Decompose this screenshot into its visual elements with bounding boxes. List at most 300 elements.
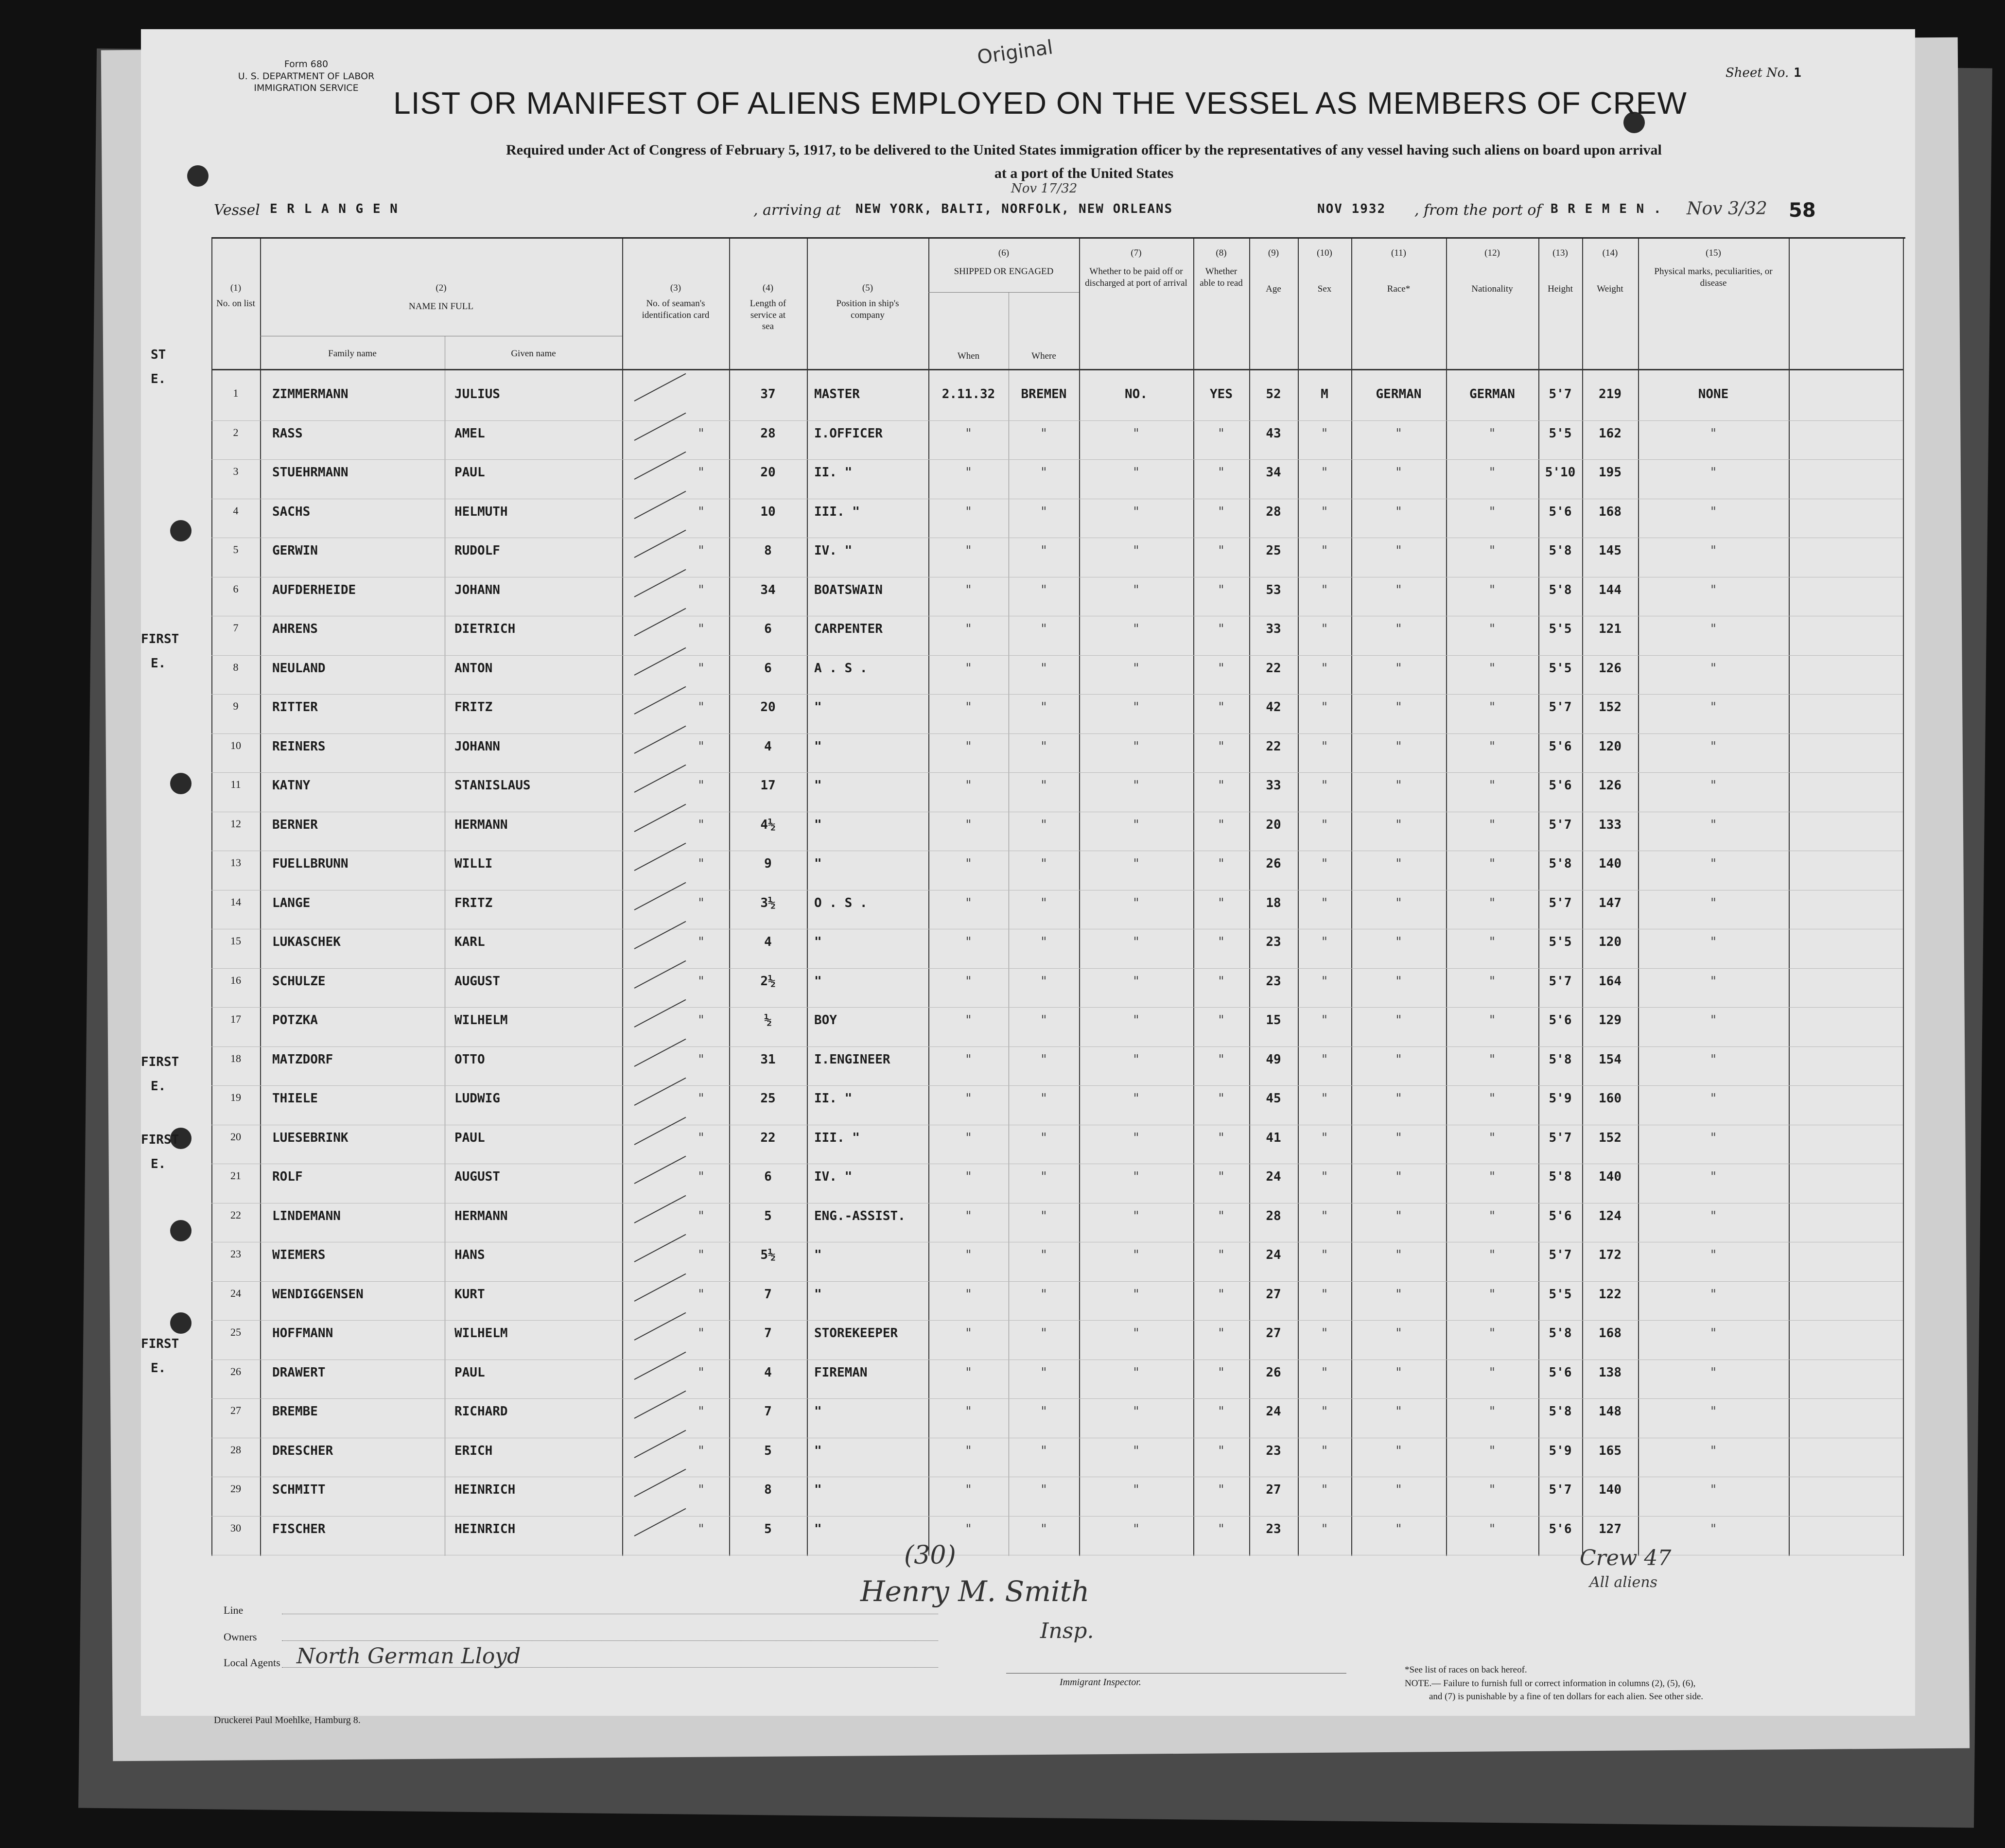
ditto-mark: "	[698, 1521, 704, 1536]
ditto-mark: "	[1395, 426, 1402, 441]
crew-given: HERMANN	[454, 817, 508, 832]
ditto-mark: "	[1322, 739, 1327, 754]
crew-height: 5'6	[1549, 1365, 1572, 1380]
ditto-mark: "	[1322, 1443, 1327, 1458]
crew-position: ENG.-ASSIST.	[814, 1208, 906, 1223]
crew-no: 20	[230, 1130, 241, 1143]
col-number: (4)	[762, 283, 774, 293]
crew-family: AUFDERHEIDE	[272, 582, 356, 597]
crew-weight: 147	[1599, 895, 1621, 910]
crew-service: 6	[764, 622, 772, 636]
crew-given: HERMANN	[454, 1208, 508, 1223]
ditto-mark: "	[1322, 935, 1327, 949]
ditto-mark: "	[1710, 661, 1716, 676]
ditto-mark: "	[698, 1052, 704, 1067]
crew-no: 1	[233, 387, 239, 399]
col-number: (8)	[1216, 248, 1227, 258]
ditto-mark: "	[1395, 1443, 1402, 1458]
ditto-mark: "	[1133, 661, 1139, 676]
crew-weight: 219	[1599, 387, 1621, 401]
vessel-line	[214, 181, 1891, 226]
crew-given: ERICH	[454, 1443, 493, 1458]
ditto-mark: "	[1218, 1365, 1224, 1380]
penalty-note	[1405, 1663, 1842, 1704]
crew-weight: 148	[1599, 1404, 1621, 1419]
ditto-mark: "	[1489, 1169, 1495, 1184]
ditto-mark: "	[698, 1287, 704, 1302]
col-number: (15)	[1706, 248, 1721, 258]
crew-age: 52	[1266, 387, 1281, 401]
ditto-mark: "	[1133, 1169, 1139, 1184]
crew-given: PAUL	[454, 1365, 485, 1380]
crew-position: "	[814, 739, 822, 754]
crew-position: IV. "	[814, 1169, 853, 1184]
crew-no: 17	[230, 1013, 241, 1025]
margin-note: FIRST	[141, 1133, 179, 1147]
crew-height: 5'6	[1549, 1208, 1572, 1223]
col-height: Height	[1548, 283, 1573, 294]
manifest-title: LIST OR MANIFEST OF ALIENS EMPLOYED ON THE VESSEL AS MEMBERS OF CREW	[393, 86, 1687, 121]
ditto-mark: "	[1218, 1130, 1224, 1145]
crew-height: 5'7	[1549, 817, 1572, 832]
crew-height: 5'6	[1549, 1521, 1572, 1536]
crew-given: AUGUST	[454, 974, 500, 989]
crew-given: KARL	[454, 935, 485, 949]
sheet-number-value: 1	[1794, 66, 1801, 80]
ditto-mark: "	[1710, 895, 1716, 910]
crew-given: HELMUTH	[454, 504, 508, 519]
ditto-mark: "	[1322, 1169, 1327, 1184]
crew-service: 7	[764, 1404, 772, 1419]
id-card-checkmark	[634, 373, 686, 401]
ditto-mark: "	[1218, 1013, 1224, 1028]
crew-service: 10	[760, 504, 776, 519]
ditto-mark: "	[1218, 582, 1224, 597]
ditto-mark: "	[1710, 700, 1716, 715]
ditto-mark: "	[1041, 700, 1047, 715]
crew-age: 27	[1266, 1326, 1281, 1341]
form-number: Form 680	[284, 59, 329, 70]
ditto-mark: "	[1133, 778, 1139, 793]
ditto-mark: "	[1133, 895, 1139, 910]
crew-position: A . S .	[814, 661, 868, 676]
crew-weight: 140	[1599, 1482, 1621, 1497]
handwritten-arrival-date: Nov 17/32	[1011, 181, 1078, 196]
crew-no: 19	[230, 1091, 241, 1103]
crew-family: GERWIN	[272, 543, 318, 558]
ditto-mark: "	[1041, 778, 1047, 793]
ditto-mark: "	[1710, 1052, 1716, 1067]
ditto-mark: "	[965, 1169, 972, 1184]
binder-hole	[170, 1220, 192, 1241]
ditto-mark: "	[1322, 778, 1327, 793]
crew-height: 5'5	[1549, 426, 1572, 441]
ditto-mark: "	[1395, 1130, 1402, 1145]
ditto-mark: "	[965, 1130, 972, 1145]
crew-weight: 152	[1599, 1130, 1621, 1145]
crew-height: 5'8	[1549, 1052, 1572, 1067]
crew-no: 18	[230, 1052, 241, 1064]
ditto-mark: "	[1218, 700, 1224, 715]
crew-service: 4	[764, 739, 772, 754]
ditto-mark: "	[1041, 1169, 1047, 1184]
from-port-label: , from the port of	[1414, 202, 1542, 219]
crew-no: 23	[230, 1248, 241, 1260]
ditto-mark: "	[1489, 582, 1495, 597]
ditto-mark: "	[1133, 1365, 1139, 1380]
ditto-mark: "	[1710, 1130, 1716, 1145]
inspector-signature: Henry M. Smith	[860, 1575, 1090, 1608]
ditto-mark: "	[1489, 1326, 1495, 1341]
crew-age: 53	[1266, 582, 1281, 597]
crew-age: 24	[1266, 1248, 1281, 1262]
ditto-mark: "	[698, 1326, 704, 1341]
ditto-mark: "	[1041, 895, 1047, 910]
ditto-mark: "	[1218, 739, 1224, 754]
ditto-mark: "	[1710, 974, 1716, 989]
crew-given: HEINRICH	[454, 1521, 516, 1536]
crew-given: KURT	[454, 1287, 485, 1302]
crew-family: DRAWERT	[272, 1365, 326, 1380]
ditto-mark: "	[1710, 1091, 1716, 1106]
ditto-mark: "	[1395, 1482, 1402, 1497]
arrival-date: NOV 1932	[1317, 202, 1386, 216]
crew-height: 5'8	[1549, 543, 1572, 558]
ditto-mark: "	[1218, 1208, 1224, 1223]
ditto-mark: "	[698, 856, 704, 871]
ditto-mark: "	[698, 1482, 704, 1497]
ditto-mark: "	[965, 935, 972, 949]
ditto-mark: "	[1218, 1091, 1224, 1106]
ditto-mark: "	[1322, 504, 1327, 519]
ditto-mark: "	[1710, 622, 1716, 636]
ditto-mark: "	[1395, 1091, 1402, 1106]
ditto-mark: "	[1395, 504, 1402, 519]
ditto-mark: "	[965, 1365, 972, 1380]
crew-weight: 129	[1599, 1013, 1621, 1028]
crew-no: 4	[233, 504, 239, 517]
crew-no: 8	[233, 661, 239, 673]
crew-no: 22	[230, 1208, 241, 1221]
crew-age: 26	[1266, 856, 1281, 871]
ditto-mark: "	[1395, 661, 1402, 676]
crew-height: 5'8	[1549, 1404, 1572, 1419]
line-label: Line	[224, 1604, 244, 1616]
crew-no: 26	[230, 1365, 241, 1377]
crew-given: OTTO	[454, 1052, 485, 1067]
ditto-mark: "	[1710, 1443, 1716, 1458]
crew-given: FRITZ	[454, 700, 493, 715]
crew-service: 37	[760, 387, 776, 401]
col-where: Where	[1031, 351, 1056, 361]
crew-service: 28	[760, 426, 776, 441]
ditto-mark: "	[1133, 817, 1139, 832]
ditto-mark: "	[1710, 504, 1716, 519]
ditto-mark: "	[1322, 622, 1327, 636]
crew-weight: 138	[1599, 1365, 1621, 1380]
ditto-mark: "	[1133, 622, 1139, 636]
crew-weight: 164	[1599, 974, 1621, 989]
ditto-mark: "	[1710, 1248, 1716, 1262]
ditto-mark: "	[1133, 1248, 1139, 1262]
crew-given: HEINRICH	[454, 1482, 516, 1497]
ditto-mark: "	[698, 1130, 704, 1145]
col-seaman-id-card: No. of seaman's identification card	[642, 298, 710, 320]
crew-given: FRITZ	[454, 895, 493, 910]
from-port: B R E M E N .	[1551, 202, 1662, 216]
ditto-mark: "	[1218, 1482, 1224, 1497]
crew-weight: 168	[1599, 504, 1621, 519]
crew-age: 24	[1266, 1169, 1281, 1184]
crew-given: HANS	[454, 1248, 485, 1262]
crew-family: LUKASCHEK	[272, 935, 341, 949]
crew-weight: 140	[1599, 856, 1621, 871]
crew-sex: M	[1321, 387, 1328, 401]
crew-weight: 145	[1599, 543, 1621, 558]
crew-service: 8	[764, 543, 772, 558]
ditto-mark: "	[1041, 739, 1047, 754]
crew-family: AHRENS	[272, 622, 318, 636]
col-number: (2)	[436, 283, 447, 293]
ditto-mark: "	[1489, 817, 1495, 832]
ditto-mark: "	[698, 1013, 704, 1028]
ditto-mark: "	[965, 1052, 972, 1067]
ditto-mark: "	[1710, 1208, 1716, 1223]
ditto-mark: "	[1133, 1208, 1139, 1223]
ditto-mark: "	[1218, 1326, 1224, 1341]
margin-note: E.	[151, 1079, 166, 1094]
crew-family: BERNER	[272, 817, 318, 832]
crew-weight: 126	[1599, 778, 1621, 793]
ditto-mark: "	[1395, 465, 1402, 480]
col-family-name: Family name	[328, 349, 377, 359]
act-statement	[282, 139, 1886, 185]
ditto-mark: "	[1041, 1091, 1047, 1106]
crew-position: "	[814, 1482, 822, 1497]
col-position: Position in ship's company	[836, 298, 899, 320]
original-stamp: Original	[976, 36, 1054, 69]
ditto-mark: "	[1218, 935, 1224, 949]
ditto-mark: "	[1395, 739, 1402, 754]
crew-weight: 124	[1599, 1208, 1621, 1223]
crew-weight: 126	[1599, 661, 1621, 676]
crew-height: 5'5	[1549, 1287, 1572, 1302]
col-number: (7)	[1131, 248, 1142, 258]
crew-total-note: Crew 47	[1580, 1546, 1672, 1570]
arriving-label: , arriving at	[753, 202, 841, 219]
crew-age: 27	[1266, 1482, 1281, 1497]
ditto-mark: "	[1133, 739, 1139, 754]
ditto-mark: "	[1133, 1052, 1139, 1067]
col-race: Race*	[1387, 283, 1411, 294]
crew-where: BREMEN	[1021, 387, 1067, 401]
ditto-mark: "	[1710, 543, 1716, 558]
inspector-title-signature: Insp.	[1040, 1619, 1094, 1643]
crew-weight: 120	[1599, 935, 1621, 949]
crew-given: WILHELM	[454, 1013, 508, 1028]
crew-family: FUELLBRUNN	[272, 856, 349, 871]
ditto-mark: "	[698, 504, 704, 519]
ditto-mark: "	[1322, 1130, 1327, 1145]
crew-position: O . S .	[814, 895, 868, 910]
crew-height: 5'6	[1549, 1013, 1572, 1028]
ditto-mark: "	[1041, 465, 1047, 480]
ditto-mark: "	[1710, 1326, 1716, 1341]
all-aliens-note: All aliens	[1589, 1574, 1657, 1591]
ditto-mark: "	[1041, 856, 1047, 871]
crew-age: 28	[1266, 504, 1281, 519]
col-able-to-read: Whether able to read	[1200, 266, 1243, 288]
crew-age: 28	[1266, 1208, 1281, 1223]
crew-height: 5'9	[1549, 1091, 1572, 1106]
ditto-mark: "	[1218, 1287, 1224, 1302]
ditto-mark: "	[1489, 504, 1495, 519]
ditto-mark: "	[1489, 1091, 1495, 1106]
crew-family: POTZKA	[272, 1013, 318, 1028]
ditto-mark: "	[1395, 856, 1402, 871]
crew-given: JOHANN	[454, 582, 500, 597]
ditto-mark: "	[1395, 1052, 1402, 1067]
ditto-mark: "	[1218, 426, 1224, 441]
crew-position: II. "	[814, 1091, 853, 1106]
ditto-mark: "	[1395, 778, 1402, 793]
crew-height: 5'6	[1549, 504, 1572, 519]
crew-weight: 120	[1599, 739, 1621, 754]
ditto-mark: "	[1489, 1287, 1495, 1302]
binder-hole	[170, 520, 192, 541]
ditto-mark: "	[1041, 1482, 1047, 1497]
crew-no: 15	[230, 935, 241, 947]
crew-given: LUDWIG	[454, 1091, 500, 1106]
crew-service: 5	[764, 1521, 772, 1536]
crew-service: 4	[764, 1365, 772, 1380]
ditto-mark: "	[1041, 1521, 1047, 1536]
ditto-mark: "	[1710, 1404, 1716, 1419]
ditto-mark: "	[1710, 465, 1716, 480]
ditto-mark: "	[1041, 622, 1047, 636]
ditto-mark: "	[1395, 1287, 1402, 1302]
ditto-mark: "	[1489, 935, 1495, 949]
crew-service: 5	[764, 1208, 772, 1223]
crew-position: "	[814, 778, 822, 793]
ditto-mark: "	[1133, 1287, 1139, 1302]
crew-age: 25	[1266, 543, 1281, 558]
ditto-mark: "	[1322, 817, 1327, 832]
ditto-mark: "	[1710, 739, 1716, 754]
ditto-mark: "	[1710, 1482, 1716, 1497]
crew-family: SCHMITT	[272, 1482, 326, 1497]
margin-note: E.	[151, 1157, 166, 1171]
ditto-mark: "	[1218, 1169, 1224, 1184]
ditto-mark: "	[1395, 974, 1402, 989]
crew-given: AUGUST	[454, 1169, 500, 1184]
crew-when: 2.11.32	[941, 387, 995, 401]
crew-age: 43	[1266, 426, 1281, 441]
col-number: (6)	[998, 248, 1010, 258]
local-agents-label: Local Agents	[224, 1656, 280, 1669]
ditto-mark: "	[965, 426, 972, 441]
crew-height: 5'10	[1545, 465, 1576, 480]
arriving-ports: NEW YORK, BALTI, NORFOLK, NEW ORLEANS	[855, 202, 1173, 216]
service-name: IMMIGRATION SERVICE	[254, 83, 359, 94]
crew-weight: 160	[1599, 1091, 1621, 1106]
crew-age: 33	[1266, 622, 1281, 636]
ditto-mark: "	[1041, 1365, 1047, 1380]
ditto-mark: "	[1041, 1443, 1047, 1458]
crew-height: 5'8	[1549, 856, 1572, 871]
ditto-mark: "	[1395, 543, 1402, 558]
crew-family: ROLF	[272, 1169, 303, 1184]
ditto-mark: "	[1489, 1443, 1495, 1458]
col-nationality: Nationality	[1471, 283, 1513, 294]
ditto-mark: "	[1710, 817, 1716, 832]
crew-height: 5'7	[1549, 895, 1572, 910]
crew-service: 2½	[760, 974, 776, 989]
ditto-mark: "	[1489, 1404, 1495, 1419]
ditto-mark: "	[1133, 1443, 1139, 1458]
ditto-mark: "	[1395, 1365, 1402, 1380]
crew-given: RICHARD	[454, 1404, 508, 1419]
ditto-mark: "	[1133, 1013, 1139, 1028]
crew-age: 23	[1266, 1521, 1281, 1536]
crew-family: STUEHRMANN	[272, 465, 349, 480]
crew-given: STANISLAUS	[454, 778, 531, 793]
crew-weight: 133	[1599, 817, 1621, 832]
ditto-mark: "	[1710, 426, 1716, 441]
ditto-mark: "	[1218, 856, 1224, 871]
col-sex: Sex	[1317, 283, 1332, 294]
crew-no: 16	[230, 974, 241, 986]
ditto-mark: "	[1133, 543, 1139, 558]
crew-nationality: GERMAN	[1469, 387, 1515, 401]
ditto-mark: "	[1133, 426, 1139, 441]
crew-weight: 168	[1599, 1326, 1621, 1341]
crew-given: JULIUS	[454, 387, 500, 401]
ditto-mark: "	[1218, 661, 1224, 676]
crew-given: PAUL	[454, 465, 485, 480]
ditto-mark: "	[965, 1521, 972, 1536]
col-paid-off: Whether to be paid off or discharged at port of arrival	[1085, 266, 1187, 288]
crew-given: ANTON	[454, 661, 493, 676]
ditto-mark: "	[1322, 426, 1327, 441]
crew-age: 15	[1266, 1013, 1281, 1028]
ditto-mark: "	[698, 974, 704, 989]
crew-service: 6	[764, 661, 772, 676]
crew-given: WILLI	[454, 856, 493, 871]
crew-family: NEULAND	[272, 661, 326, 676]
ditto-mark: "	[1489, 1365, 1495, 1380]
ditto-mark: "	[965, 739, 972, 754]
department-name: U. S. DEPARTMENT OF LABOR	[238, 70, 375, 82]
crew-service: 31	[760, 1052, 776, 1067]
binder-hole	[187, 165, 209, 187]
ditto-mark: "	[965, 661, 972, 676]
col-number: (10)	[1317, 248, 1332, 258]
crew-service: 9	[764, 856, 772, 871]
ditto-mark: "	[1218, 895, 1224, 910]
crew-position: MASTER	[814, 387, 860, 401]
ditto-mark: "	[1322, 543, 1327, 558]
binder-hole	[170, 773, 192, 794]
ditto-mark: "	[1218, 1521, 1224, 1536]
crew-height: 5'5	[1549, 622, 1572, 636]
ditto-mark: "	[1218, 465, 1224, 480]
ditto-mark: "	[1395, 1521, 1402, 1536]
ditto-mark: "	[1322, 700, 1327, 715]
ditto-mark: "	[1489, 1130, 1495, 1145]
ditto-mark: "	[965, 856, 972, 871]
ditto-mark: "	[1395, 1404, 1402, 1419]
